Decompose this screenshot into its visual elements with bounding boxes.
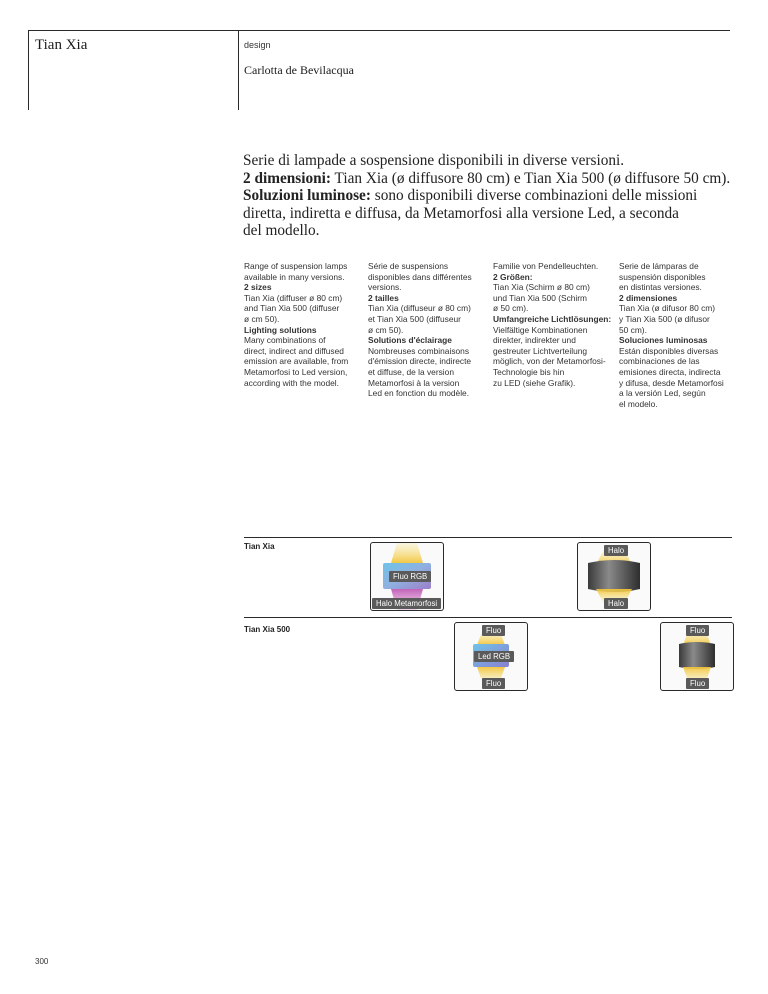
- label-fluo-bottom: Fluo: [482, 678, 505, 689]
- label-fluo-top: Fluo: [482, 625, 505, 636]
- column-divider-rule: [238, 30, 239, 110]
- text-line: ø 50 cm).: [493, 303, 529, 314]
- subheading: 2 sizes: [244, 282, 272, 293]
- text-line: Metamorfosi à la version: [368, 377, 460, 388]
- label-halo-metamorfosi: Halo Metamorfosi: [372, 598, 441, 609]
- intro-paragraph: [243, 152, 743, 240]
- page-title: Tian Xia: [35, 37, 88, 53]
- label-fluo-top-2: Fluo: [686, 625, 709, 636]
- text-line: Nombreuses combinaisons: [368, 345, 470, 356]
- text-line: zu LED (siehe Grafik).: [493, 377, 576, 388]
- column-spanish: [619, 261, 724, 409]
- intro-line-5: del modello.: [243, 222, 320, 239]
- text-line: y difusa, desde Metamorfosi: [619, 377, 724, 388]
- text-line: et Tian Xia 500 (diffuseur: [368, 313, 461, 324]
- label-led-rgb: Led RGB: [474, 651, 514, 662]
- page-number: 300: [35, 957, 49, 966]
- text-line: Familie von Pendelleuchten.: [493, 261, 599, 271]
- text-line: Tian Xia (diffuser ø 80 cm): [244, 292, 343, 303]
- text-line: möglich, von der Metamorfosi-: [493, 356, 606, 367]
- text-line: d'émission directe, indirecte: [368, 356, 472, 367]
- text-line: disponibles dans différentes: [368, 271, 472, 282]
- subheading: Umfangreiche Lichtlösungen:: [493, 313, 612, 324]
- subheading: Lighting solutions: [244, 324, 317, 335]
- lamp-diagram-fluo: [660, 622, 734, 691]
- text-line: Metamorfosi to Led version,: [244, 366, 348, 377]
- text-line: suspensión disponibles: [619, 271, 706, 282]
- text-line: y Tian Xia 500 (ø difusor: [619, 313, 710, 324]
- diagram-row1-rule: [244, 537, 732, 538]
- subheading: Solutions d'éclairage: [368, 335, 452, 346]
- text-line: Tian Xia (ø difusor 80 cm): [619, 303, 716, 314]
- text-line: ø cm 50).: [244, 313, 280, 324]
- text-line: Range of suspension lamps: [244, 261, 348, 271]
- label-fluo-bottom-2: Fluo: [686, 678, 709, 689]
- text-line: Vielfältige Kombinationen: [493, 324, 588, 335]
- intro-lighting-label: Soluzioni luminose:: [243, 187, 371, 204]
- label-halo-top: Halo: [604, 545, 628, 556]
- label-fluo-rgb: Fluo RGB: [389, 571, 431, 582]
- text-line: 50 cm).: [619, 324, 647, 335]
- text-line: Many combinations of: [244, 335, 326, 346]
- design-label: design: [244, 40, 271, 50]
- text-line: direct, indirect and diffused: [244, 345, 344, 356]
- column-french: [368, 261, 472, 399]
- text-line: Serie de lámparas de: [619, 261, 699, 271]
- text-line: a la versión Led, según: [619, 388, 706, 399]
- lamp-diagram-halo: [577, 542, 651, 611]
- left-margin-rule: [28, 30, 29, 110]
- intro-line-1: Serie di lampade a sospensione disponibili in diverse versioni.: [243, 152, 625, 169]
- diagram-row2-rule: [244, 617, 732, 618]
- text-line: emisiones directa, indirecta: [619, 366, 721, 377]
- text-line: Série de suspensions: [368, 261, 449, 271]
- column-english: [244, 261, 348, 388]
- label-halo-bottom: Halo: [604, 598, 628, 609]
- intro-sizes-label: 2 dimensioni:: [243, 169, 331, 187]
- text-line: and Tian Xia 500 (diffuser: [244, 303, 340, 314]
- text-line: emission are available, from: [244, 356, 349, 367]
- column-german: [493, 261, 611, 388]
- intro-line-2: [243, 170, 743, 188]
- intro-lighting-text: sono disponibili diverse combinazioni delle missioni: [370, 187, 698, 204]
- intro-sizes-text: Tian Xia (ø diffusore 80 cm) e Tian Xia 500 (ø diffusore 50 cm).: [330, 169, 731, 187]
- text-line: Están disponibles diversas: [619, 345, 719, 356]
- designer-name: Carlotta de Bevilacqua: [244, 63, 354, 77]
- text-line: Technologie bis hin: [493, 366, 565, 377]
- intro-line-4: diretta, indiretta e diffusa, da Metamorfosi alla versione Led, a seconda: [243, 204, 679, 222]
- intro-line-3: [243, 187, 743, 205]
- text-line: combinaciones de las: [619, 356, 700, 367]
- text-line: Led en fonction du modèle.: [368, 388, 470, 399]
- text-line: Tian Xia (Schirm ø 80 cm): [493, 282, 590, 293]
- text-line: available in many versions.: [244, 271, 345, 282]
- row-label-tian-xia-500: Tian Xia 500: [244, 625, 291, 634]
- subheading: Soluciones luminosas: [619, 335, 708, 346]
- subheading: 2 Größen:: [493, 271, 533, 282]
- text-line: direkter, indirekter und: [493, 335, 576, 346]
- text-line: ø cm 50).: [368, 324, 404, 335]
- text-line: versions.: [368, 282, 402, 293]
- lamp-diagram-rgb: [370, 542, 444, 611]
- text-line: gestreuter Lichtverteilung: [493, 345, 588, 356]
- text-line: according with the model.: [244, 377, 339, 388]
- lamp-diagram-led-rgb: [454, 622, 528, 691]
- text-line: et diffuse, de la version: [368, 366, 454, 377]
- row-label-tian-xia: Tian Xia: [244, 542, 275, 551]
- text-line: el modelo.: [619, 398, 658, 409]
- text-line: Tian Xia (diffuseur ø 80 cm): [368, 303, 471, 314]
- subheading: 2 dimensiones: [619, 292, 678, 303]
- text-line: en distintas versiones.: [619, 282, 702, 293]
- text-line: und Tian Xia 500 (Schirm: [493, 292, 588, 303]
- subheading: 2 tailles: [368, 292, 399, 303]
- top-rule: [28, 30, 730, 31]
